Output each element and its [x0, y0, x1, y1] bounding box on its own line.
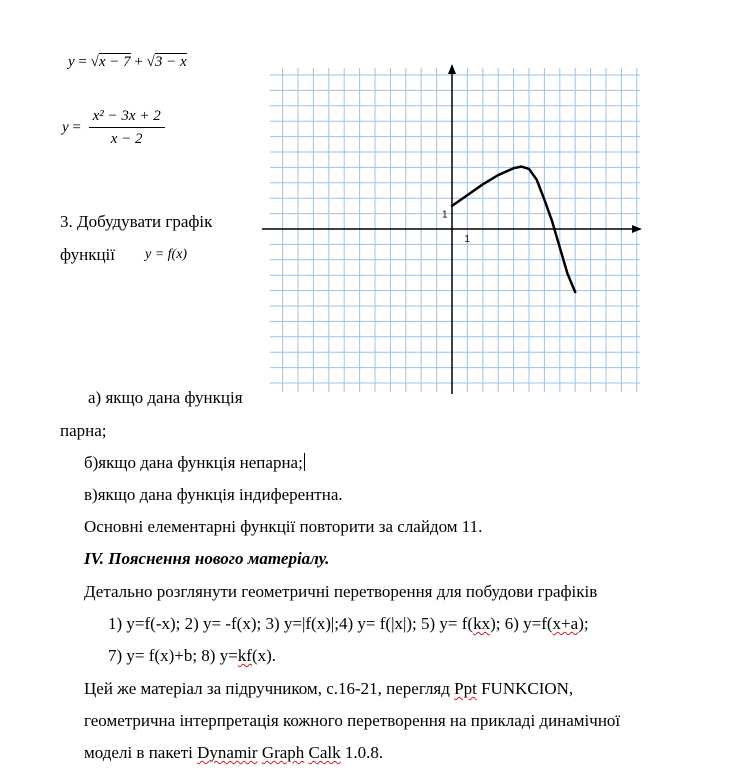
sqrt-symbol: √: [90, 54, 99, 70]
spell-mark: Calk: [308, 743, 341, 762]
transform-list-1: 1) y=f(-x); 2) y= -f(x); 3) y=|f(x)|;4) y= f(|x|); 5) y= f(kx); 6) y=f(x+a);: [108, 614, 589, 633]
basic-functions-note: Основні елементарні функції повторити за слайдом 11.: [84, 517, 483, 536]
formula-var: y: [68, 54, 75, 70]
fraction: [89, 108, 165, 148]
radicand-1: x − 7: [98, 54, 131, 70]
spell-mark: kf: [237, 646, 252, 665]
formula-var: y: [62, 119, 69, 136]
task-line-2: функції: [60, 245, 115, 264]
sqrt-symbol: √: [146, 54, 155, 70]
task-formula: y = f(x): [145, 247, 188, 262]
y-tick-label: 1: [442, 209, 448, 221]
spell-mark: kx: [473, 614, 491, 633]
textbook-paragraph-1: Цей же матеріал за підручником, с.16-21, перегляд Ppt FUNKCION,: [84, 679, 574, 698]
textbook-paragraph-2: геометрична інтерпретація кожного перетворення на прикладі динамічної: [84, 711, 621, 730]
fraction-denominator: x − 2: [110, 131, 143, 147]
case-c: в)якщо дана функція індиферентна.: [84, 485, 343, 504]
transform-list-2: 7) y= f(x)+b; 8) y=kf(x).: [108, 646, 277, 665]
task-line-1: 3. Добудувати графік: [60, 212, 213, 231]
case-a-line-2: парна;: [60, 421, 107, 440]
formula-eq: =: [68, 119, 85, 136]
fraction-numerator: x² − 3x + 2: [89, 108, 165, 128]
case-a-line-1: а) якщо дана функція: [88, 388, 243, 407]
spell-mark: Graph: [261, 743, 305, 762]
spell-mark: Dynamir: [197, 743, 258, 762]
case-b: [84, 453, 305, 473]
textbook-paragraph-3: моделі в пакеті Dynamir Graph Calk 1.0.8.: [84, 743, 384, 762]
spell-mark: Ppt: [454, 679, 477, 698]
text-cursor: [304, 453, 305, 471]
case-b-text: б)якщо дана функція непарна;: [84, 453, 303, 472]
formula-plus: +: [130, 54, 147, 70]
radicand-2: 3 − x: [154, 54, 187, 70]
detail-paragraph: Детально розглянути геометричні перетворення для побудови графіків: [84, 582, 598, 601]
formula-eq: =: [74, 54, 91, 70]
section-heading: IV. Пояснення нового матеріалу.: [84, 549, 330, 568]
grid-lines: [270, 68, 640, 392]
function-graph: [262, 64, 644, 396]
x-tick-label: 1: [464, 234, 470, 245]
formula-sqrt-sum: [68, 54, 187, 71]
y-axis-arrow: [448, 64, 456, 74]
spell-mark: x+a: [552, 614, 579, 633]
formula-fraction: [62, 108, 165, 148]
